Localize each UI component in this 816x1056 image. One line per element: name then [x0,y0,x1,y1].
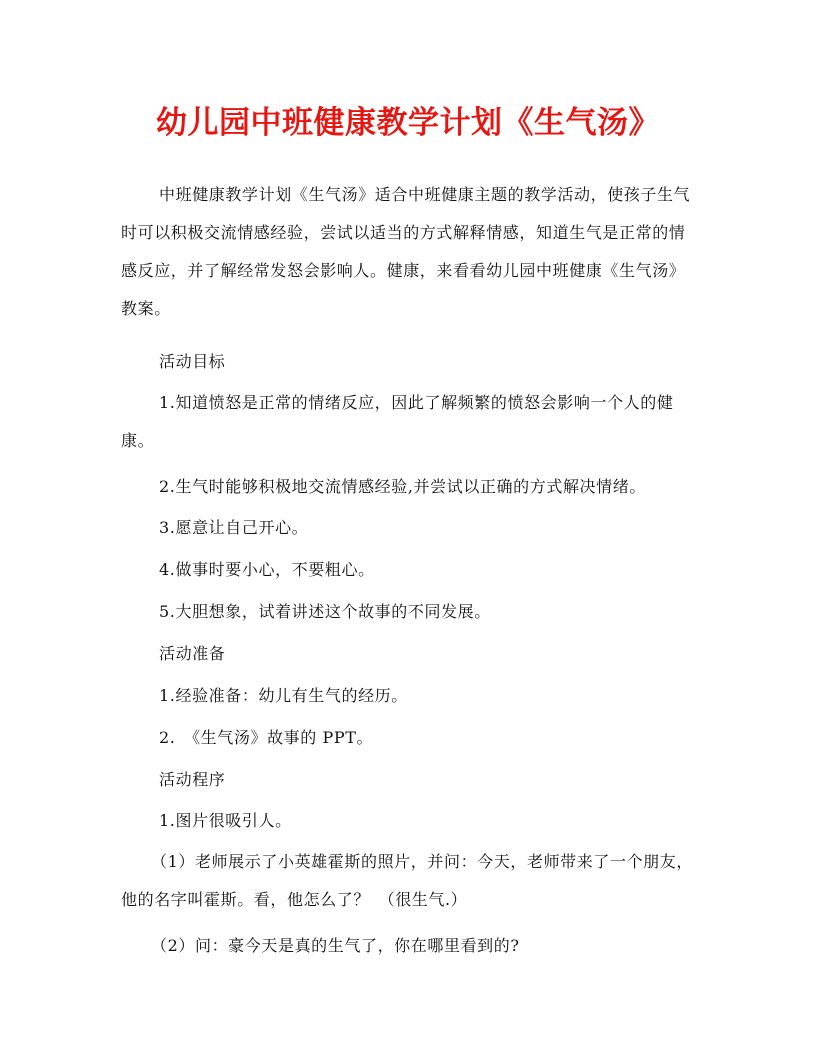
goals-heading: 活动目标 [159,352,226,371]
goal-item-1: 1.知道愤怒是正常的情绪反应，因此了解频繁的愤怒会影响一个人的健康。 [121,393,674,450]
intro-paragraph: 中班健康教学计划《生气汤》适合中班健康主题的教学活动，使孩子生气时可以积极交流情感经验，尝试以适当的方式解释情感，知道生气是正常的情感反应，并了解经常发怒会影响人。健康，来看看幼儿园中班健康《生气汤》教案。 [121,185,691,318]
goal-item-2: 2.生气时能够积极地交流情感经验,并尝试以正确的方式解决情绪。 [159,477,646,496]
goal-item-4: 4.做事时要小心，不要粗心。 [159,560,375,579]
goal-item-5: 5.大胆想象，试着讲述这个故事的不同发展。 [159,602,491,621]
document-title: 幼儿园中班健康教学计划《生气汤》 [156,105,660,141]
prep-item-1: 1.经验准备：幼儿有生气的经历。 [159,686,408,705]
process-heading: 活动程序 [159,770,226,789]
process-item-1-2: （2）问：豪今天是真的生气了，你在哪里看到的? [151,936,520,955]
prep-item-2: 2. 《生气汤》故事的 PPT。 [159,728,374,747]
prep-heading: 活动准备 [159,644,226,663]
goal-item-3: 3.愿意让自己开心。 [159,518,309,537]
process-item-1-1: （1）老师展示了小英雄霍斯的照片，并问：今天，老师带来了一个朋友，他的名字叫霍斯。看，他怎么了？ （很生气.） [121,852,693,909]
process-item-1: 1.图片很吸引人。 [159,811,292,830]
